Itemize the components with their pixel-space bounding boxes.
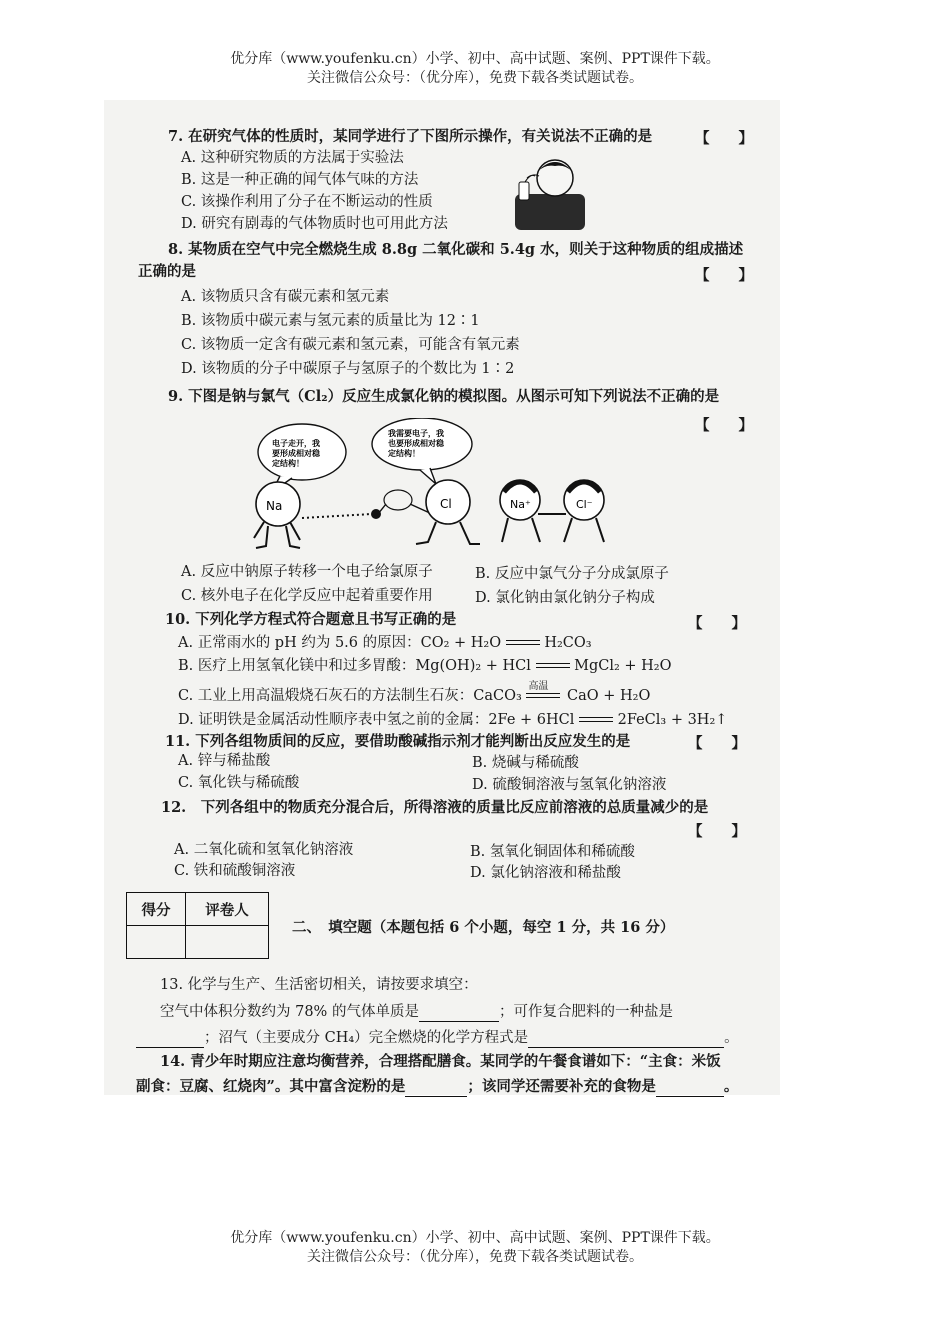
- svg-text:Cl⁻: Cl⁻: [576, 498, 593, 511]
- q12-option-b: B. 氢氧化铜固体和稀硫酸: [470, 844, 635, 860]
- q7-stem: 7. 在研究气体的性质时，某同学进行了下图所示操作，有关说法不正确的是: [168, 128, 653, 145]
- q12-option-c: C. 铁和硫酸铜溶液: [174, 863, 296, 879]
- smelling-gas-illustration: [505, 150, 595, 232]
- reaction-condition: 高温: [528, 681, 549, 692]
- q7-option-d: D. 研究有剧毒的气体物质时也可用此方法: [181, 216, 448, 232]
- q10-option-c: C. 工业上用高温煅烧石灰石的方法制生石灰：CaCO₃ 高温 CaO + H₂O: [178, 686, 650, 706]
- q9-option-a: A. 反应中钠原子转移一个电子给氯原子: [181, 564, 433, 580]
- score-cell[interactable]: [127, 926, 186, 959]
- svg-text:Cl: Cl: [440, 497, 452, 511]
- q11-stem: 11. 下列各组物质间的反应，要借助酸碱指示剂才能判断出反应发生的是: [165, 733, 631, 750]
- equation-arrow: [536, 661, 570, 671]
- section-2-heading: 二、 填空题（本题包括 6 个小题，每空 1 分，共 16 分）: [292, 919, 675, 936]
- q8-answer-bracket: 【 】: [695, 267, 753, 284]
- q14-stem: 14. 青少年时期应注意均衡营养，合理搭配膳食。某同学的午餐食谱如下：“主食：米饭: [160, 1053, 721, 1070]
- q13-line-1: 空气中体积分数约为 78% 的气体单质是 ；可作复合肥料的一种盐是: [160, 1004, 673, 1020]
- q13-blank-3[interactable]: [528, 1033, 724, 1048]
- sodium-chlorine-reaction-diagram: [250, 418, 630, 558]
- q11-option-a: A. 锌与稀盐酸: [178, 753, 271, 769]
- q13-line-2: ；沼气（主要成分 CH₄）完全燃烧的化学方程式是 。: [136, 1028, 739, 1048]
- q9-answer-bracket: 【 】: [695, 417, 753, 434]
- q10-option-b: B. 医疗上用氢氧化镁中和过多胃酸：Mg(OH)₂ + HCl MgCl₂ + H₂O: [178, 658, 672, 674]
- q14-blank-1[interactable]: [405, 1082, 467, 1097]
- q8-stem: 8. 某物质在空气中完全燃烧生成 8.8g 二氧化碳和 5.4g 水，则关于这种物质的组成描述: [168, 241, 744, 258]
- q7-option-b: B. 这是一种正确的闻气体气味的方法: [181, 172, 419, 188]
- equation-arrow: [526, 691, 560, 701]
- q14-line-2: 副食：豆腐、红烧肉”。其中富含淀粉的是 ；该同学还需要补充的食物是 。: [136, 1078, 739, 1095]
- q7-answer-bracket: 【 】: [695, 130, 753, 147]
- q8-option-d: D. 该物质的分子中碳原子与氢原子的个数比为 1∶2: [181, 361, 515, 377]
- q7-option-c: C. 该操作利用了分子在不断运动的性质: [181, 194, 433, 210]
- q9-option-d: D. 氯化钠由氯化钠分子构成: [475, 590, 655, 606]
- svg-text:也要形成相对稳: 也要形成相对稳: [388, 439, 444, 448]
- grader-header: 评卷人: [186, 893, 269, 926]
- header-line-1: 优分库（www.youfenku.cn）小学、初中、高中试题、案例、PPT课件下载。: [230, 51, 720, 67]
- score-header: 得分: [127, 893, 186, 926]
- score-table: [126, 892, 269, 959]
- q8-stem-cont: 正确的是: [138, 263, 196, 280]
- q11-option-d: D. 硫酸铜溶液与氢氧化钠溶液: [472, 777, 667, 793]
- q10-option-d: D. 证明铁是金属活动性顺序表中氢之前的金属：2Fe + 6HCl 2FeCl₃ + 3H₂↑: [178, 712, 728, 728]
- q8-option-b: B. 该物质中碳元素与氢元素的质量比为 12∶1: [181, 313, 480, 329]
- equation-arrow: [579, 715, 613, 725]
- svg-text:Na⁺: Na⁺: [510, 498, 531, 511]
- q12-answer-bracket: 【 】: [688, 823, 746, 840]
- q11-option-b: B. 烧碱与稀硫酸: [472, 755, 579, 771]
- q7-option-a: A. 这种研究物质的方法属于实验法: [181, 150, 404, 166]
- svg-text:定结构！: 定结构！: [272, 459, 304, 468]
- q11-option-c: C. 氧化铁与稀硫酸: [178, 775, 300, 791]
- svg-text:电子走开，我: 电子走开，我: [272, 439, 320, 448]
- header-line-2: 关注微信公众号：（优分库），免费下载各类试题试卷。: [307, 70, 643, 86]
- q12-option-d: D. 氯化钠溶液和稀盐酸: [470, 865, 621, 881]
- svg-text:定结构！: 定结构！: [388, 449, 420, 458]
- q12-stem: 12. 下列各组中的物质充分混合后，所得溶液的质量比反应前溶液的总质量减少的是: [161, 799, 709, 816]
- q13-blank-1[interactable]: [419, 1007, 499, 1022]
- q9-option-b: B. 反应中氯气分子分成氯原子: [475, 566, 669, 582]
- equation-arrow: [506, 638, 540, 648]
- q9-option-c: C. 核外电子在化学反应中起着重要作用: [181, 588, 433, 604]
- q14-blank-2[interactable]: [656, 1082, 724, 1097]
- svg-text:Na: Na: [266, 499, 283, 513]
- svg-text:要形成相对稳: 要形成相对稳: [272, 449, 320, 458]
- q11-answer-bracket: 【 】: [688, 735, 746, 752]
- q10-option-a: A. 正常雨水的 pH 约为 5.6 的原因：CO₂ + H₂O H₂CO₃: [178, 635, 592, 651]
- q8-option-c: C. 该物质一定含有碳元素和氢元素，可能含有氧元素: [181, 337, 520, 353]
- q9-stem: 9. 下图是钠与氯气（Cl₂）反应生成氯化钠的模拟图。从图示可知下列说法不正确的是: [168, 388, 720, 405]
- grader-cell[interactable]: [186, 926, 269, 959]
- q13-stem: 13. 化学与生产、生活密切相关，请按要求填空：: [160, 977, 478, 993]
- footer-line-2: 关注微信公众号：（优分库），免费下载各类试题试卷。: [307, 1249, 643, 1265]
- q8-option-a: A. 该物质只含有碳元素和氢元素: [181, 289, 390, 305]
- q12-option-a: A. 二氧化硫和氢氧化钠溶液: [174, 842, 354, 858]
- q10-stem: 10. 下列化学方程式符合题意且书写正确的是: [165, 611, 457, 628]
- footer-line-1: 优分库（www.youfenku.cn）小学、初中、高中试题、案例、PPT课件下载。: [230, 1230, 720, 1246]
- q10-answer-bracket: 【 】: [688, 615, 746, 632]
- svg-text:我需要电子，我: 我需要电子，我: [388, 429, 444, 438]
- q13-blank-2[interactable]: [136, 1033, 204, 1048]
